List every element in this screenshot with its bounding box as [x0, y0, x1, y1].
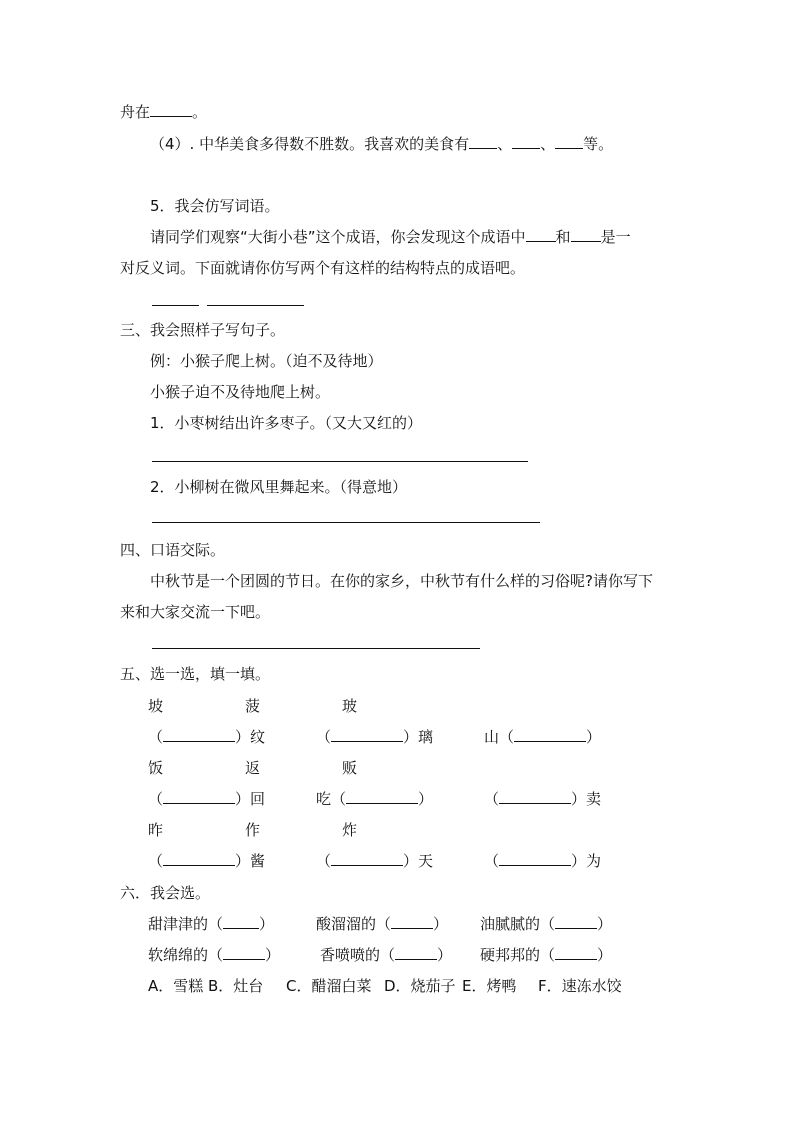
section-3-heading: 三、我会照样子写句子。 [120, 321, 286, 339]
answer-blank[interactable] [555, 945, 597, 960]
answer-line[interactable] [152, 461, 528, 462]
option-c: C．醋溜白菜 [286, 977, 372, 995]
fill-item: （ ）纹 [148, 728, 266, 746]
section-5-heading: 五、选一选，填一填。 [120, 665, 271, 683]
q4-tail-line: 舟在 。 [120, 103, 208, 121]
char-option: 昨 [148, 821, 164, 839]
match-item: 硬邦邦的（ ） [480, 946, 613, 964]
answer-blank[interactable] [555, 914, 597, 929]
char-option: 贩 [342, 759, 358, 777]
answer-blank[interactable] [223, 914, 259, 929]
s4-paragraph-line1: 中秋节是一个团圆的节日。在你的家乡，中秋节有什么样的习俗呢?请你写下 [150, 572, 653, 590]
s4-paragraph-line2: 来和大家交流一下吧。 [120, 603, 271, 621]
answer-blank[interactable] [555, 134, 583, 149]
fill-item: （ ）为 [484, 852, 602, 870]
answer-blank[interactable] [346, 789, 418, 804]
s3-question-2: 2．小柳树在微风里舞起来。（得意地） [150, 478, 408, 496]
match-item: 酸溜溜的（ ） [316, 915, 449, 933]
char-option: 菠 [245, 697, 261, 715]
option-e: E．烤鸭 [462, 977, 517, 995]
char-option: 返 [245, 759, 261, 777]
answer-blank[interactable] [163, 851, 235, 866]
answer-blank[interactable] [499, 851, 571, 866]
q5-paragraph-line2: 对反义词。下面就请你仿写两个有这样的结构特点的成语吧。 [120, 259, 526, 277]
s3-question-1: 1．小枣树结出许多枣子。（又大又红的） [150, 414, 423, 432]
section-4-heading: 四、口语交际。 [120, 541, 226, 559]
match-item: 香喷喷的（ ） [320, 946, 453, 964]
char-option: 饭 [148, 759, 164, 777]
answer-blank[interactable] [163, 789, 235, 804]
fill-item: 吃（ ） [316, 790, 434, 808]
option-f: F．速冻水饺 [538, 977, 622, 995]
char-option: 炸 [342, 821, 358, 839]
section-6-heading: 六．我会选。 [120, 884, 211, 902]
answer-blank[interactable] [512, 134, 540, 149]
option-b: B．灶台 [208, 977, 264, 995]
answer-blank[interactable] [331, 727, 403, 742]
answer-blank[interactable] [223, 945, 265, 960]
match-item: 甜津津的（ ） [148, 915, 275, 933]
q4-item-4: （4）. 中华美食多得数不胜数。我喜欢的美食有 、 、 等。 [150, 135, 614, 153]
fill-item: （ ）卖 [484, 790, 602, 808]
answer-line[interactable] [152, 305, 199, 306]
fill-item: （ ）酱 [148, 852, 266, 870]
s3-example: 例：小猴子爬上树。（迫不及待地） [150, 352, 383, 370]
s3-example-answer: 小猴子迫不及待地爬上树。 [150, 383, 331, 401]
answer-blank[interactable] [499, 789, 571, 804]
char-option: 玻 [342, 697, 358, 715]
q5-paragraph-line1: 请同学们观察“大街小巷”这个成语，你会发现这个成语中 和 是一 [150, 228, 631, 246]
answer-line[interactable] [152, 522, 540, 523]
option-d: D．烧茄子 [384, 977, 456, 995]
answer-blank[interactable] [469, 134, 497, 149]
fill-item: （ ）璃 [316, 728, 434, 746]
answer-blank[interactable] [163, 727, 235, 742]
answer-blank[interactable] [395, 945, 437, 960]
answer-line[interactable] [152, 648, 480, 649]
char-option: 作 [245, 821, 261, 839]
answer-blank[interactable] [514, 727, 586, 742]
answer-blank[interactable] [391, 914, 433, 929]
fill-item: 山（ ） [484, 728, 602, 746]
answer-blank[interactable] [150, 102, 192, 117]
fill-item: （ ）回 [148, 790, 266, 808]
fill-item: （ ）天 [316, 852, 434, 870]
answer-blank[interactable] [331, 851, 403, 866]
q5-heading: 5．我会仿写词语。 [150, 197, 280, 215]
option-a: A．雪糕 [148, 977, 204, 995]
match-item: 油腻腻的（ ） [480, 915, 613, 933]
answer-blank[interactable] [526, 227, 556, 242]
answer-line[interactable] [207, 305, 304, 306]
char-option: 坡 [148, 697, 164, 715]
match-item: 软绵绵的（ ） [148, 946, 281, 964]
answer-blank[interactable] [571, 227, 601, 242]
